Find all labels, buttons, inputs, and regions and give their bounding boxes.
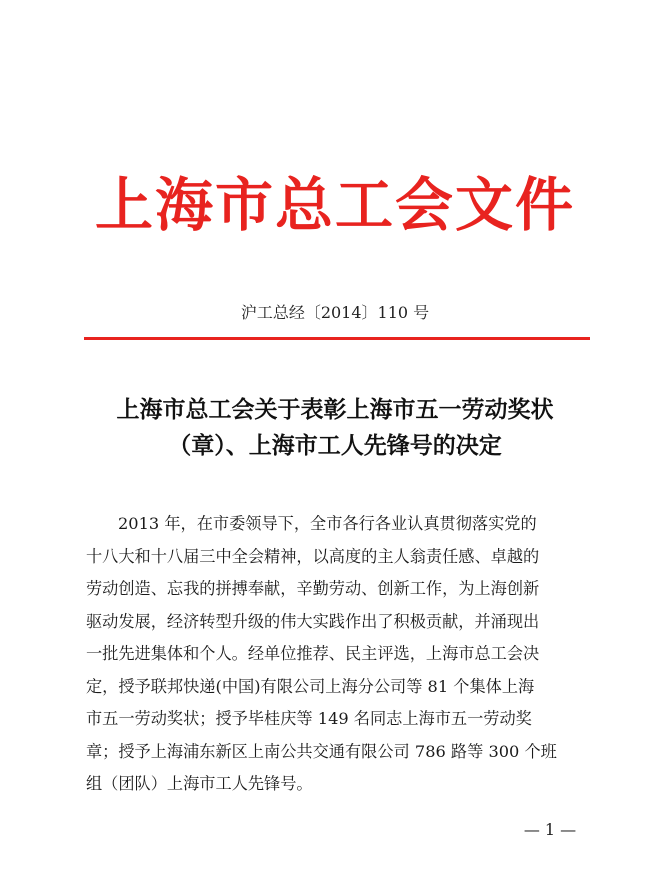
- document-number: 沪工总经〔2014〕110 号: [240, 303, 430, 322]
- body-line: 2013 年，在市委领导下，全市各行各业认真贯彻落实党的: [118, 514, 537, 533]
- body-line: 驱动发展，经济转型升级的伟大实践作出了积极贡献，并涌现出: [86, 611, 540, 631]
- title-line-2: （章）、上海市工人先锋号的决定: [168, 432, 502, 459]
- body-line: 十八大和十八届三中全会精神，以高度的主人翁责任感、卓越的: [86, 546, 540, 566]
- body-line: 一批先进集体和个人。经单位推荐、民主评选，上海市总工会决: [86, 644, 540, 663]
- body-line: 劳动创造、忘我的拼搏奉献，辛勤劳动、创新工作，为上海创新: [86, 579, 540, 598]
- body-line: 定，授予联邦快递(中国)有限公司上海分公司等 81 个集体上海: [86, 676, 535, 696]
- body-line: 市五一劳动奖状；授予毕桂庆等 149 名同志上海市五一劳动奖: [86, 709, 532, 728]
- body-paragraph: [86, 508, 586, 801]
- document-title: [60, 392, 610, 464]
- body-line: 组（团队）上海市工人先锋号。: [86, 774, 313, 793]
- page-number: — 1 —: [523, 820, 577, 839]
- body-line: 章；授予上海浦东新区上南公共交通有限公司 786 路等 300 个班: [86, 741, 557, 761]
- title-line-1: 上海市总工会关于表彰上海市五一劳动奖状: [116, 396, 554, 423]
- masthead-title: 上海市总工会文件: [94, 171, 575, 239]
- red-divider-line: [84, 337, 590, 340]
